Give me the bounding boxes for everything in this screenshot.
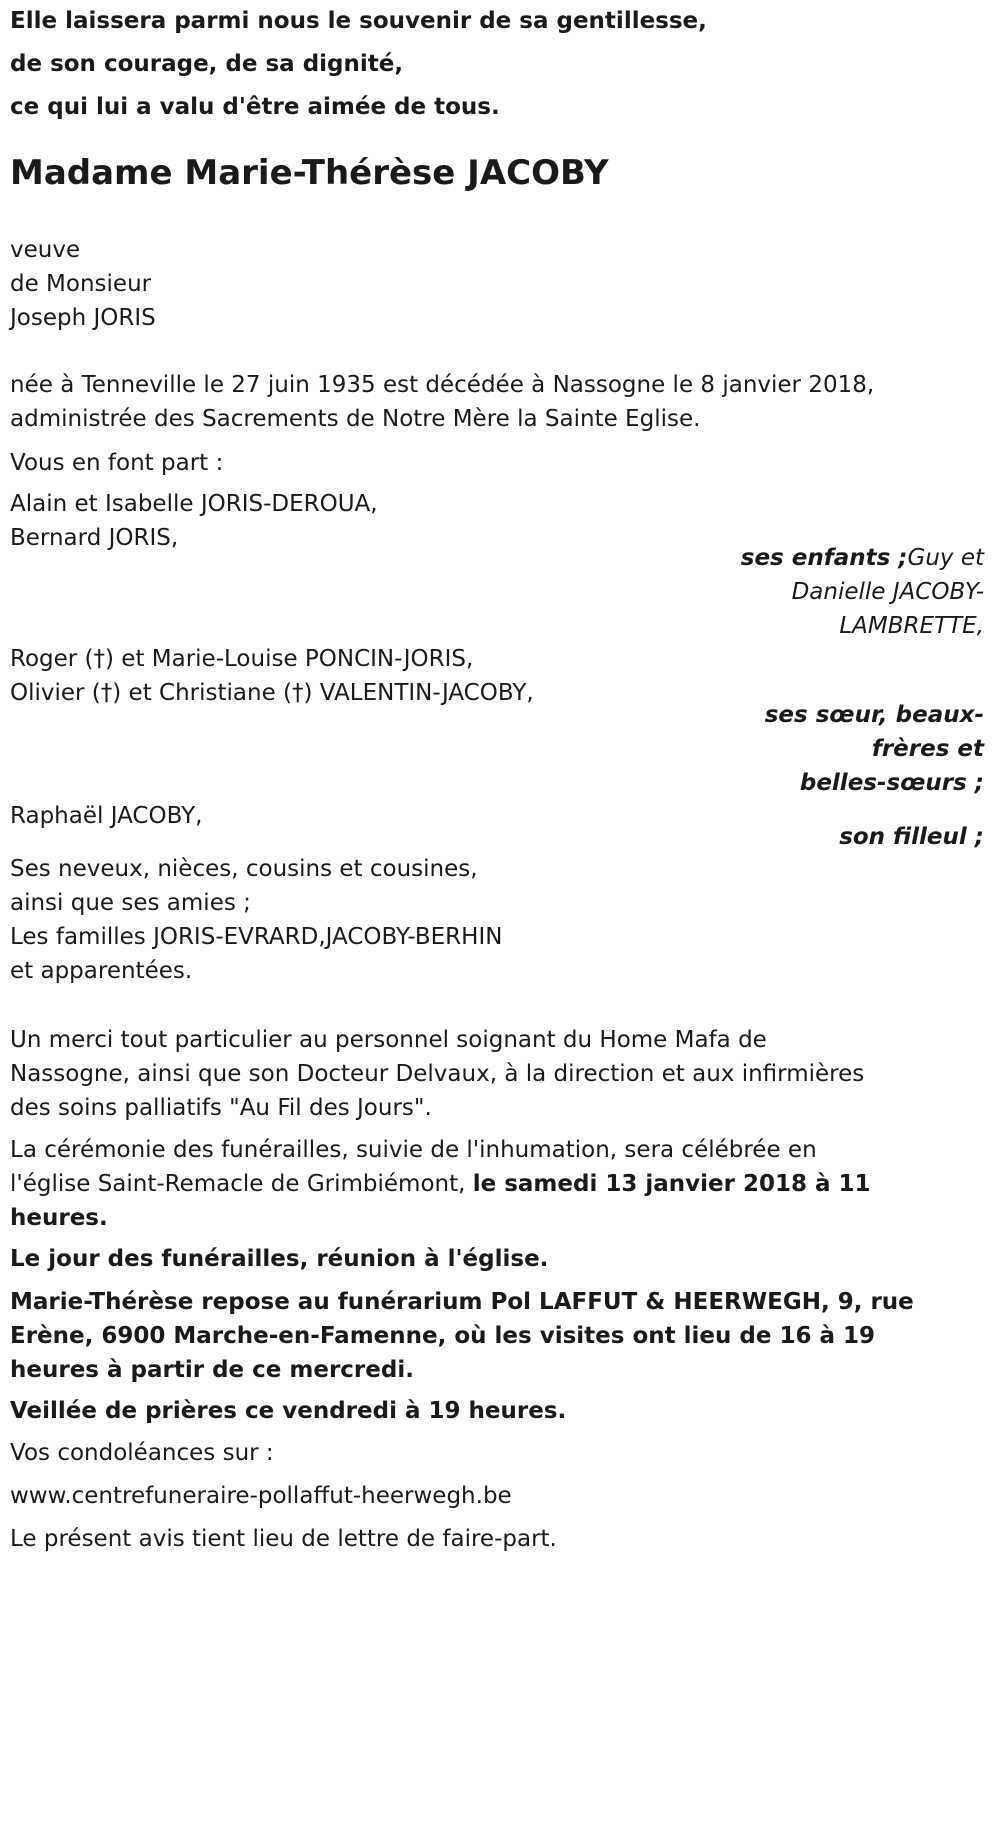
epitaph-line: de son courage, de sa dignité, — [10, 51, 404, 77]
siblings-role: belles-sœurs ; — [799, 770, 984, 796]
relatives-line: ainsi que ses amies ; — [10, 890, 251, 916]
godson-role: son filleul ; — [839, 824, 984, 850]
siblings-line: Roger (†) et Marie-Louise PONCIN-JORIS, — [10, 646, 474, 672]
ceremony-line: heures. — [10, 1205, 108, 1231]
epitaph-line: Elle laissera parmi nous le souvenir de sa gentillesse, — [10, 8, 707, 34]
ceremony-line: l'église Saint-Remacle de Grimbiémont, le samedi 13 janvier 2018 à 11 — [10, 1171, 871, 1197]
thanks-line: Un merci tout particulier au personnel soignant du Home Mafa de — [10, 1027, 767, 1053]
birth-death-line: née à Tenneville le 27 juin 1935 est décédée à Nassogne le 8 janvier 2018, — [10, 372, 875, 398]
children-role — [741, 545, 984, 573]
meeting-text: Le jour des funérailles, réunion à l'église. — [10, 1246, 549, 1272]
relatives-line: Ses neveux, nièces, cousins et cousines, — [10, 856, 478, 882]
role-extra: Guy et — [907, 545, 984, 571]
role-extra: LAMBRETTE, — [839, 613, 984, 639]
children-line: Alain et Isabelle JORIS-DEROUA, — [10, 491, 378, 517]
rest-line: heures à partir de ce mercredi. — [10, 1357, 414, 1383]
relatives-line: et apparentées. — [10, 958, 193, 984]
thanks-line: des soins palliatifs "Au Fil des Jours". — [10, 1095, 432, 1121]
rest-line: Erène, 6900 Marche-en-Famenne, où les visites ont lieu de 16 à 19 — [10, 1323, 876, 1349]
epitaph-line: ce qui lui a valu d'être aimée de tous. — [10, 94, 500, 120]
siblings-role: ses sœur, beaux- — [764, 702, 984, 728]
website-link[interactable]: www.centrefuneraire-pollaffut-heerwegh.be — [10, 1483, 512, 1509]
godson-line: Raphaël JACOBY, — [10, 803, 203, 829]
role-label: ses enfants ; — [740, 545, 908, 571]
role-extra: Danielle JACOBY- — [791, 579, 984, 605]
widow-line: Joseph JORIS — [10, 305, 156, 331]
rest-line: Marie-Thérèse repose au funérarium Pol LAFFUT & HEERWEGH, 9, rue — [10, 1289, 914, 1315]
vigil-text: Veillée de prières ce vendredi à 19 heures. — [10, 1398, 567, 1424]
widow-line: de Monsieur — [10, 271, 152, 297]
closing-text: Le présent avis tient lieu de lettre de faire-part. — [10, 1526, 557, 1552]
deceased-name: Madame Marie-Thérèse JACOBY — [10, 153, 609, 193]
siblings-role: frères et — [871, 736, 984, 762]
announce-text: Vous en font part : — [10, 450, 224, 476]
thanks-line: Nassogne, ainsi que son Docteur Delvaux, à la direction et aux infirmières — [10, 1061, 865, 1087]
relatives-line: Les familles JORIS-EVRARD,JACOBY-BERHIN — [10, 924, 503, 950]
birth-death-line: administrée des Sacrements de Notre Mère la Sainte Eglise. — [10, 406, 701, 432]
siblings-line: Olivier (†) et Christiane (†) VALENTIN-JACOBY, — [10, 680, 534, 706]
widow-line: veuve — [10, 237, 81, 263]
ceremony-line: La cérémonie des funérailles, suivie de l'inhumation, sera célébrée en — [10, 1137, 817, 1163]
condolences-text: Vos condoléances sur : — [10, 1440, 274, 1466]
children-line: Bernard JORIS, — [10, 525, 179, 551]
